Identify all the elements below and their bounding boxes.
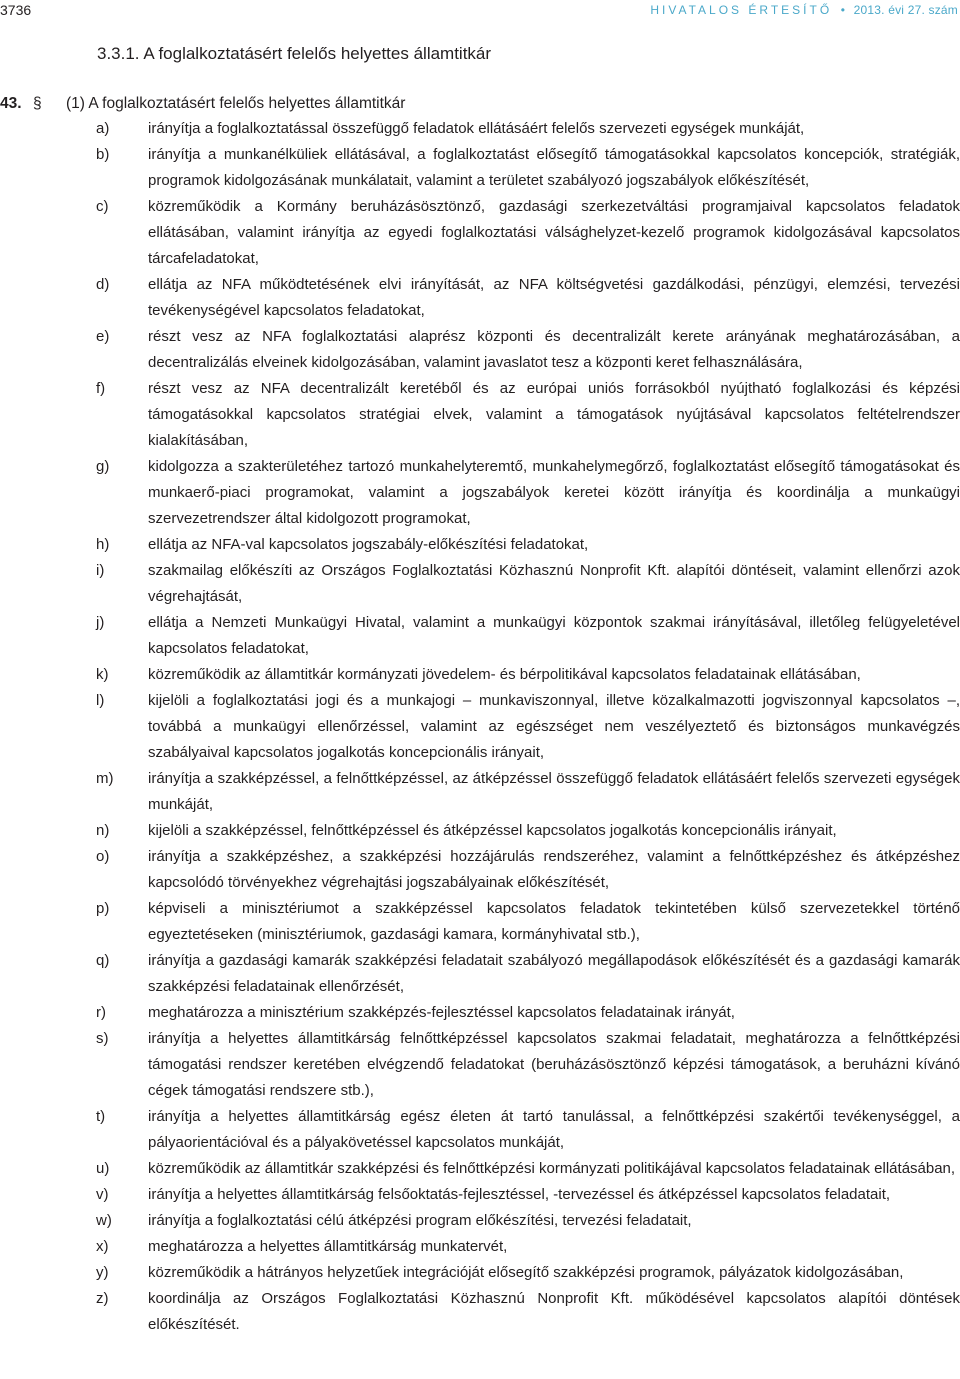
list-item bbox=[0, 688, 960, 766]
item-label: a) bbox=[96, 120, 110, 137]
list-item bbox=[0, 532, 960, 558]
list-item bbox=[0, 818, 960, 844]
item-label: m) bbox=[96, 770, 114, 787]
item-label: e) bbox=[96, 328, 110, 345]
item-text: irányítja a helyettes államtitkárság felnőttképzéssel kapcsolatos szakmai feladatait, meghatározza a felnőttképzési támogatási rendszer keretében elvégzendő feladatokat (beruházásösztönző képzési támogatások, a beruházni kívánó cégek támogatási rendszere stb.), bbox=[148, 1030, 960, 1099]
list-item bbox=[0, 896, 960, 948]
section-sign: § bbox=[33, 95, 42, 112]
item-text: szakmailag előkészíti az Országos Foglalkoztatási Közhasznú Nonprofit Kft. alapítói döntéseit, valamint ellenőrzi azok végrehajtását, bbox=[148, 562, 960, 605]
item-label: j) bbox=[96, 614, 105, 631]
list-item bbox=[0, 1026, 960, 1104]
item-text: irányítja a helyettes államtitkárság felsőoktatás-fejlesztéssel, -tervezéssel és átképzéssel kapcsolatos feladatait, bbox=[148, 1186, 891, 1203]
item-text: irányítja a szakképzéssel, a felnőttképzéssel, az átképzéssel összefüggő feladatok ellátásáért felelős szervezeti egységek munkáját, bbox=[148, 770, 960, 813]
journal-header bbox=[650, 0, 958, 20]
item-label: g) bbox=[96, 458, 110, 475]
item-text: közreműködik a hátrányos helyzetűek integrációját elősegítő szakképzési programok, pályázatok kidolgozásában, bbox=[148, 1264, 904, 1281]
item-text: közreműködik az államtitkár szakképzési és felnőttképzési kormányzati politikájával kapcsolatos feladatainak ellátásában, bbox=[148, 1160, 956, 1177]
item-label: d) bbox=[96, 276, 110, 293]
list-item bbox=[0, 766, 960, 818]
item-label: u) bbox=[96, 1160, 110, 1177]
item-text: irányítja a szakképzéshez, a szakképzési hozzájárulás rendszeréhez, valamint a felnőttképzéshez és átképzéshez kapcsolódó törvényekhez végrehajtási jogszabályainak előkészítését, bbox=[148, 848, 960, 891]
item-text: irányítja a foglalkoztatási célú átképzési program előkészítési, tervezési feladatait, bbox=[148, 1212, 692, 1229]
item-text: irányítja a helyettes államtitkárság egész életen át tartó tanulással, a felnőttképzési szakértői tevékenységgel, a pályaorientációval és a pályakövetéssel kapcsolatos munkáját, bbox=[148, 1108, 960, 1151]
item-label: v) bbox=[96, 1186, 109, 1203]
list-item bbox=[0, 1260, 960, 1286]
page-number: 3736 bbox=[0, 2, 32, 18]
list-item bbox=[0, 1234, 960, 1260]
item-label: l) bbox=[96, 692, 105, 709]
page-header bbox=[0, 0, 960, 24]
paragraph-intro: (1) A foglalkoztatásért felelős helyettes államtitkár bbox=[66, 95, 406, 112]
item-text: közreműködik a Kormány beruházásösztönző, gazdasági szerkezetváltási programjaival kapcsolatos feladatok ellátásában, valamint irányítja az egyedi foglalkoztatási válsághelyzet-kezelő programok kidolgozásával kapcsolatos tárcafeladatokat, bbox=[148, 198, 960, 267]
journal-name: HIVATALOS ÉRTESÍTŐ bbox=[650, 3, 833, 17]
item-label: k) bbox=[96, 666, 109, 683]
list-item bbox=[0, 324, 960, 376]
item-label: h) bbox=[96, 536, 110, 553]
list-item bbox=[0, 844, 960, 896]
item-label: i) bbox=[96, 562, 105, 579]
list-item bbox=[0, 1208, 960, 1234]
item-label: c) bbox=[96, 198, 109, 215]
list-item bbox=[0, 272, 960, 324]
item-text: irányítja a munkanélküliek ellátásával, a foglalkoztatást elősegítő támogatásokkal kapcsolatos koncepciók, stratégiák, programok kidolgozásának munkálatait, valamint a területet szabályozó jogszabályok előkészítését, bbox=[148, 146, 960, 189]
item-text: részt vesz az NFA decentralizált keretéből és az európai uniós forrásokból nyújtható foglalkozási és képzési támogatásokkal kapcsolatos stratégiai elvek, valamint a támogatások nyújtásával kapcsolatos feltételrendszer kialakításában, bbox=[148, 380, 960, 449]
item-label: o) bbox=[96, 848, 110, 865]
item-list bbox=[0, 116, 960, 1338]
list-item bbox=[0, 1000, 960, 1026]
list-item bbox=[0, 116, 960, 142]
list-item bbox=[0, 662, 960, 688]
list-item bbox=[0, 1286, 960, 1338]
item-label: y) bbox=[96, 1264, 109, 1281]
list-item bbox=[0, 142, 960, 194]
list-item bbox=[0, 194, 960, 272]
item-text: koordinálja az Országos Foglalkoztatási Közhasznú Nonprofit Kft. működésével kapcsolatos alapítói döntések előkészítését. bbox=[148, 1290, 960, 1333]
item-label: b) bbox=[96, 146, 110, 163]
list-item bbox=[0, 454, 960, 532]
item-label: z) bbox=[96, 1290, 109, 1307]
list-item bbox=[0, 1182, 960, 1208]
item-label: r) bbox=[96, 1004, 106, 1021]
section-title: 3.3.1. A foglalkoztatásért felelős helyettes államtitkár bbox=[97, 44, 492, 63]
list-item bbox=[0, 558, 960, 610]
journal-issue: 2013. évi 27. szám bbox=[853, 3, 958, 17]
list-item bbox=[0, 948, 960, 1000]
item-text: meghatározza a helyettes államtitkárság munkatervét, bbox=[148, 1238, 508, 1255]
item-text: részt vesz az NFA foglalkoztatási alaprész központi és decentralizált kerete arányának meghatározásában, a decentralizálás elveinek kidolgozásában, valamint javaslatot tesz a központi keret felhasználására, bbox=[148, 328, 960, 371]
item-label: t) bbox=[96, 1108, 106, 1125]
item-text: közreműködik az államtitkár kormányzati jövedelem- és bérpolitikával kapcsolatos feladatainak ellátásában, bbox=[148, 666, 861, 683]
item-text: meghatározza a minisztérium szakképzés-fejlesztéssel kapcsolatos feladatainak irányát, bbox=[148, 1004, 735, 1021]
paragraph-number: 43. bbox=[0, 95, 22, 112]
list-item bbox=[0, 610, 960, 662]
list-item bbox=[0, 1104, 960, 1156]
item-text: kijelöli a foglalkoztatási jogi és a munkajogi – munkaviszonnyal, illetve közalkalmazotti jogviszonnyal kapcsolatos –, továbbá a munkaügyi ellenőrzéssel, valamint az egészséget nem veszélyeztető és biztonságos munkavégzés szabályaival kapcsolatos jogalkotás koncepcionális irányait, bbox=[148, 692, 960, 761]
item-label: s) bbox=[96, 1030, 109, 1047]
item-label: n) bbox=[96, 822, 110, 839]
item-text: ellátja az NFA működtetésének elvi irányítását, az NFA költségvetési gazdálkodási, pénzügyi, elemzési, tervezési tevékenységével kapcsolatos feladatokat, bbox=[148, 276, 960, 319]
item-label: x) bbox=[96, 1238, 109, 1255]
item-label: f) bbox=[96, 380, 106, 397]
list-item bbox=[0, 1156, 960, 1182]
list-item bbox=[0, 376, 960, 454]
item-text: irányítja a gazdasági kamarák szakképzési feladatait szabályozó megállapodások előkészítését és a gazdasági kamarák szakképzési feladatainak ellenőrzését, bbox=[148, 952, 960, 995]
item-label: q) bbox=[96, 952, 110, 969]
item-text: irányítja a foglalkoztatással összefüggő feladatok ellátásáért felelős szervezeti egységek munkáját, bbox=[148, 120, 805, 137]
item-text: ellátja az NFA-val kapcsolatos jogszabály-előkészítési feladatokat, bbox=[148, 536, 589, 553]
item-text: kidolgozza a szakterületéhez tartozó munkahelyteremtő, munkahelymegőrző, foglalkoztatást elősegítő támogatásokat és munkaerő-piaci programokat, valamint a jogszabályok keretei között irányítja és koordinálja a munkaügyi szervezetrendszer által kidolgozott programokat, bbox=[148, 458, 960, 527]
item-text: kijelöli a szakképzéssel, felnőttképzéssel és átképzéssel kapcsolatos jogalkotás koncepcionális irányait, bbox=[148, 822, 837, 839]
item-label: p) bbox=[96, 900, 110, 917]
item-text: ellátja a Nemzeti Munkaügyi Hivatal, valamint a munkaügyi központok szakmai irányításával, illetőleg felügyeletével kapcsolatos feladatokat, bbox=[148, 614, 960, 657]
header-separator: • bbox=[840, 3, 846, 17]
item-label: w) bbox=[96, 1212, 112, 1229]
item-text: képviseli a minisztériumot a szakképzéssel kapcsolatos feladatok tekintetében külső szervezetekkel történő egyeztetéseken (minisztériumok, gazdasági kamara, kormányhivatal stb.), bbox=[148, 900, 960, 943]
